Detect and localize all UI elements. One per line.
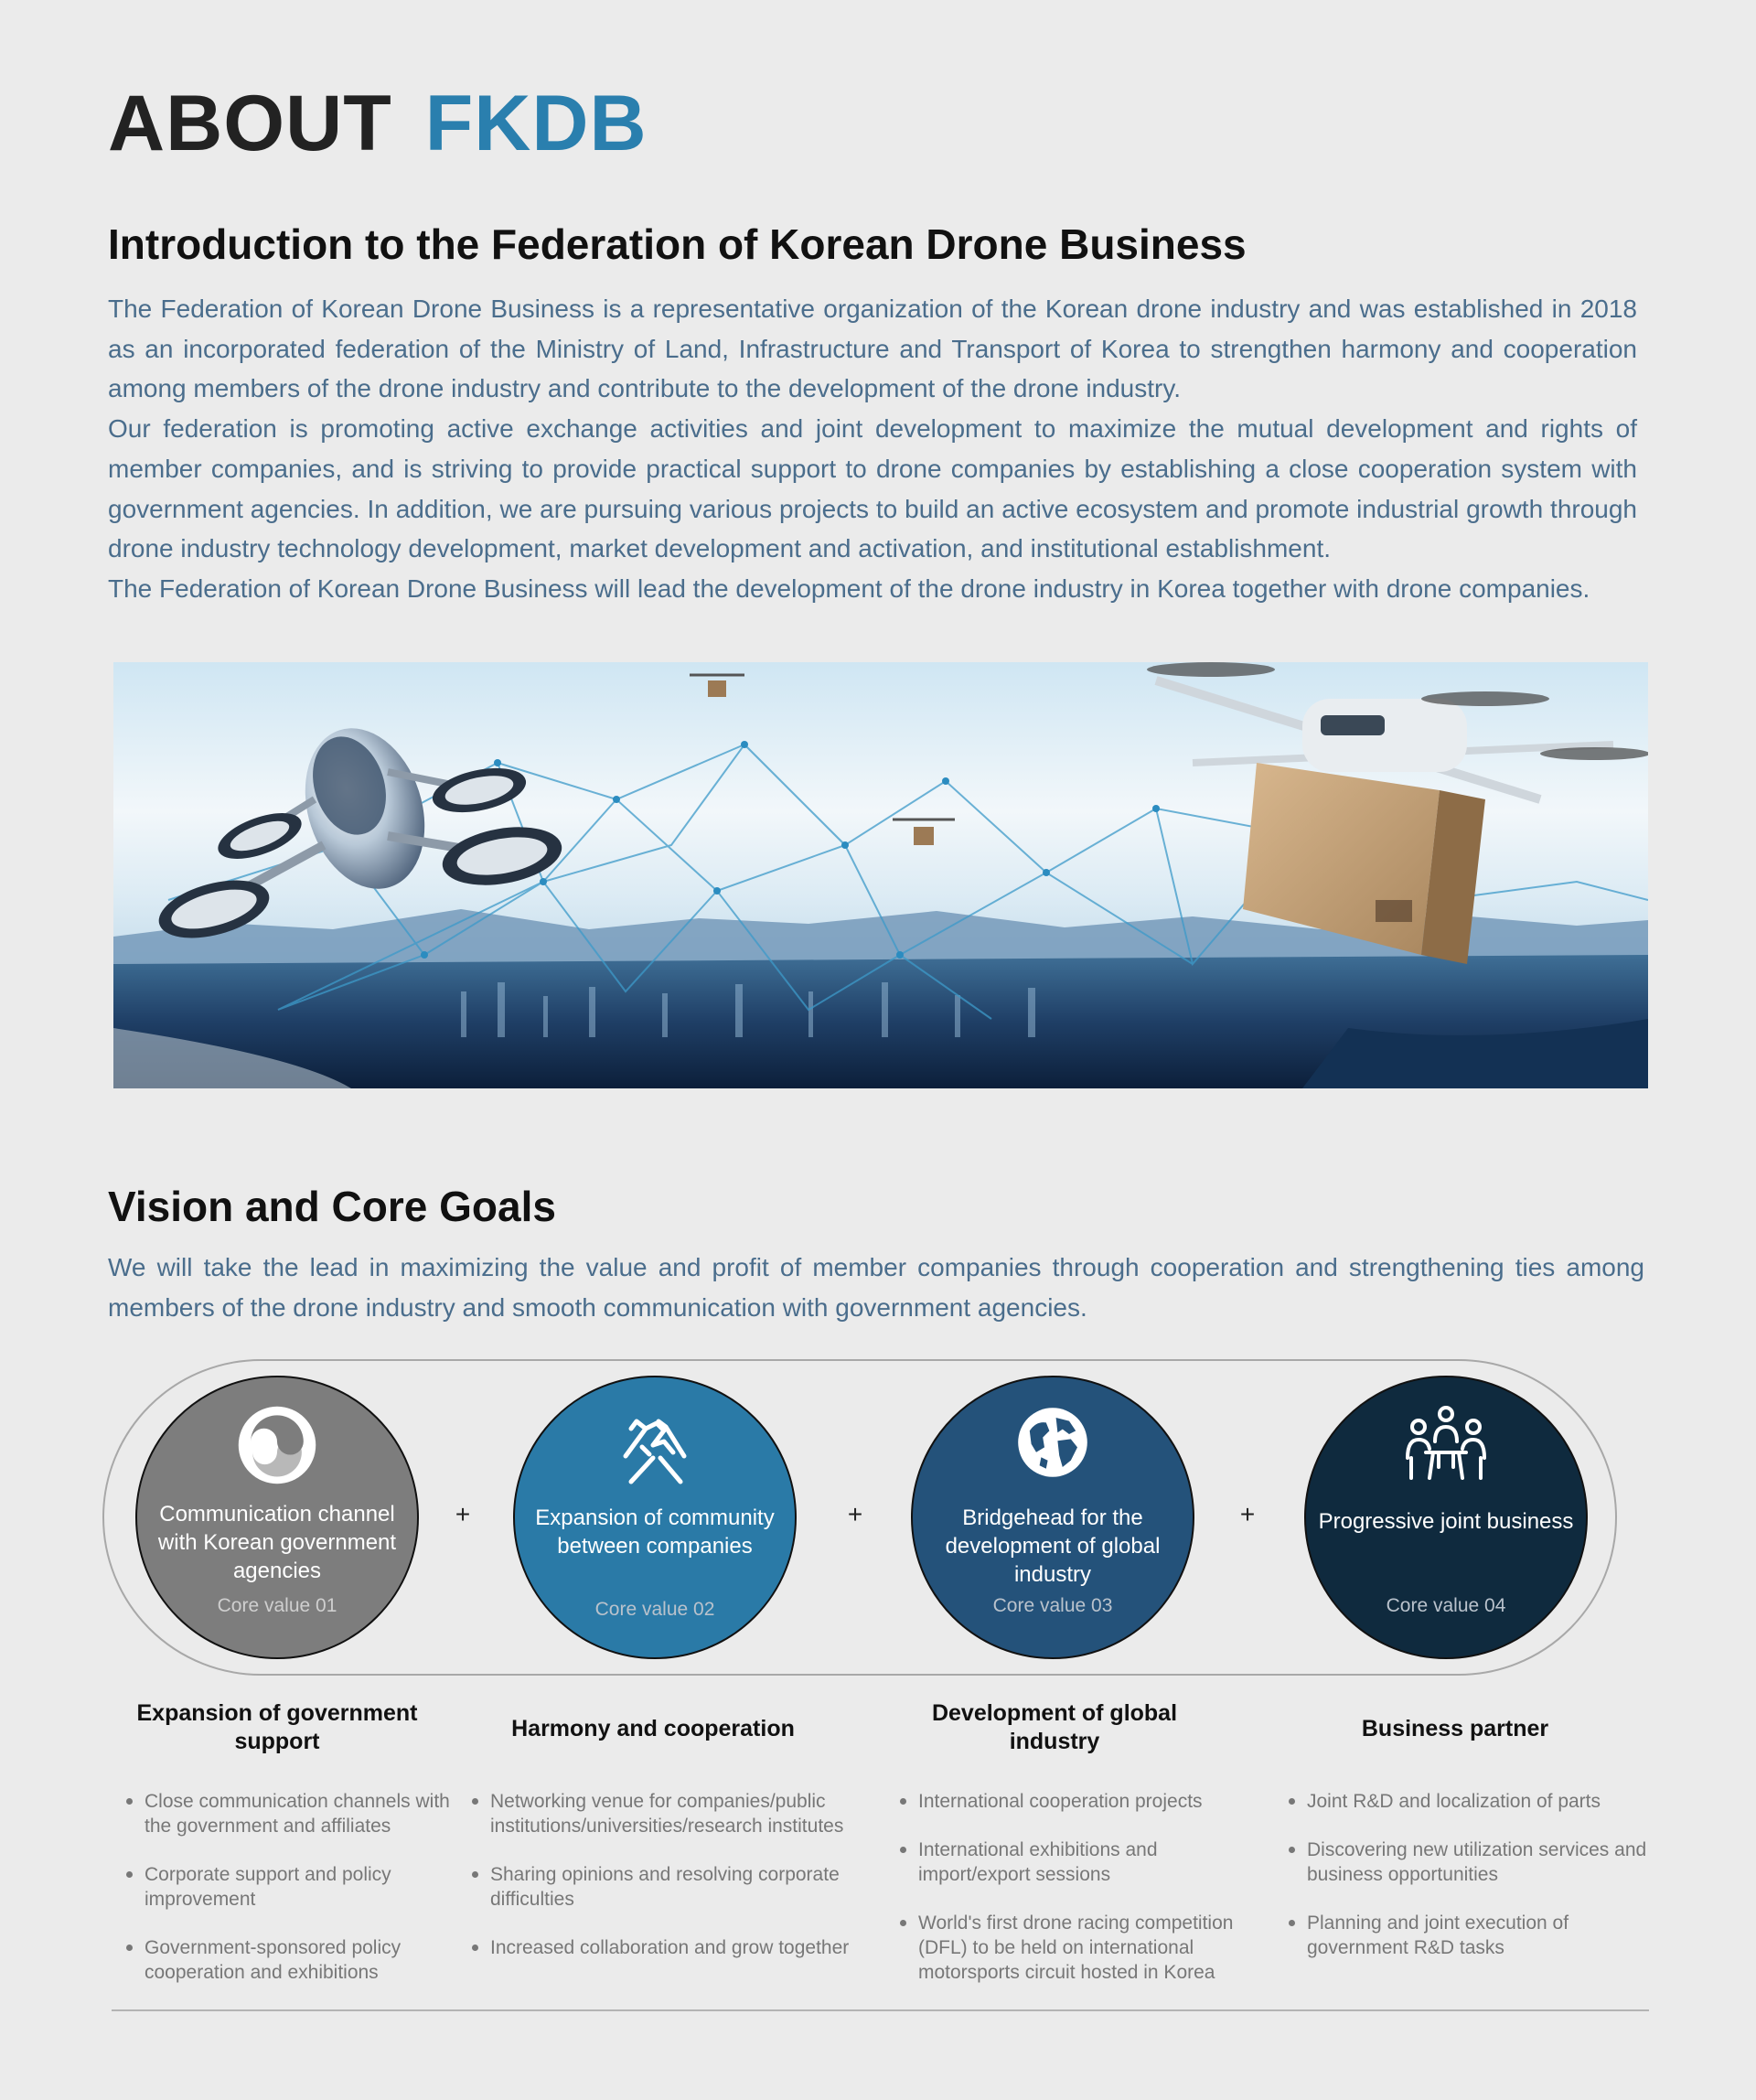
core-value-circle-4: [1304, 1376, 1588, 1659]
core-value-title: Bridgehead for the development of global industry: [945, 1505, 1161, 1587]
goal-title-business-partner: Business partner: [1361, 1716, 1549, 1741]
core-value-circle-1: [135, 1376, 419, 1659]
bottom-divider: [112, 2009, 1649, 2011]
goal-title-harmony: Harmony and cooperation: [511, 1716, 795, 1741]
list-item: Discovering new utilization services and business opportunities: [1285, 1838, 1651, 1887]
intro-paragraph-3: The Federation of Korean Drone Business will lead the development of the drone industry in Korea together with drone companies.: [108, 573, 1590, 603]
core-value-label: Core value 01: [217, 1595, 337, 1616]
core-value-label: Core value 04: [1386, 1595, 1506, 1616]
core-value-label: Core value 03: [992, 1595, 1113, 1616]
core-value-label: Core value 02: [594, 1599, 715, 1620]
vision-text: We will take the lead in maximizing the value and profit of member companies through cooperation and strengthening ties among members of the drone industry and smooth communication with government agencies.: [108, 1253, 1644, 1322]
intro-paragraph-1: The Federation of Korean Drone Business is a representative organization of the Korean drone industry and was established in 2018 as an incorporated federation of the Ministry of Land, Infrastructure and Transport of Korea to strengthen harmony and cooperation among members of the drone industry and contribute to the development of the drone industry.: [108, 295, 1637, 403]
goal-title-government-support: Expansion of government support: [136, 1700, 418, 1754]
core-value-circle-3: [911, 1376, 1194, 1659]
drone-banner-image: [113, 662, 1648, 1088]
list-item: Increased collaboration and grow together: [468, 1935, 852, 1960]
list-item: Networking venue for companies/public institutions/universities/research institutes: [468, 1789, 852, 1838]
list-item: Sharing opinions and resolving corporate difficulties: [468, 1862, 852, 1912]
list-item: Close communication channels with the government and affiliates: [123, 1789, 452, 1838]
core-value-title: Progressive joint business: [1318, 1509, 1574, 1534]
goal-bullet-list-1: [123, 1789, 452, 2009]
core-value-title: Expansion of community between companies: [535, 1505, 775, 1559]
globe-icon: [913, 1401, 1193, 1493]
core-value-title: Communication channel with Korean government agencies: [157, 1502, 397, 1583]
intro-paragraph-2: Our federation is promoting active exchange activities and joint development to maximize the mutual development and rights of member companies, and is striving to provide practical support to drone companies by establishing a close cooperation system with government agencies. In addition, we are pursuing various projects to build an active ecosystem and promote industrial growth through drone industry technology development, market development and activation, and institutional establishment.: [108, 414, 1637, 563]
list-item: International cooperation projects: [896, 1789, 1262, 1814]
intro-heading: Introduction to the Federation of Korean Drone Business: [108, 220, 1247, 268]
page-title: [108, 80, 648, 167]
taegeuk-emblem-icon: [137, 1401, 417, 1493]
list-item: Government-sponsored policy cooperation and exhibitions: [123, 1935, 452, 1985]
goal-bullet-list-3: [896, 1789, 1262, 2009]
goal-bullet-list-4: [1285, 1789, 1651, 1984]
goal-bullet-list-2: [468, 1789, 852, 1984]
page-title-about: ABOUT: [108, 80, 392, 167]
intro-text: [108, 289, 1637, 609]
plus-sign: +: [455, 1500, 471, 1528]
list-item: Corporate support and policy improvement: [123, 1862, 452, 1912]
meeting-people-icon: [1306, 1401, 1586, 1493]
page-title-fkdb: FKDB: [424, 80, 648, 167]
handshake-icon: [515, 1401, 795, 1493]
vision-heading: Vision and Core Goals: [108, 1183, 556, 1230]
list-item: International exhibitions and import/export sessions: [896, 1838, 1262, 1887]
core-value-circle-2: [513, 1376, 797, 1659]
plus-sign: +: [1239, 1500, 1256, 1528]
list-item: Planning and joint execution of government R&D tasks: [1285, 1911, 1651, 1960]
plus-sign: +: [847, 1500, 863, 1528]
list-item: World's first drone racing competition (DFL) to be held on international motorsports circuit hosted in Korea: [896, 1911, 1262, 1985]
list-item: Joint R&D and localization of parts: [1285, 1789, 1651, 1814]
goal-title-global-industry: Development of global industry: [931, 1700, 1178, 1754]
